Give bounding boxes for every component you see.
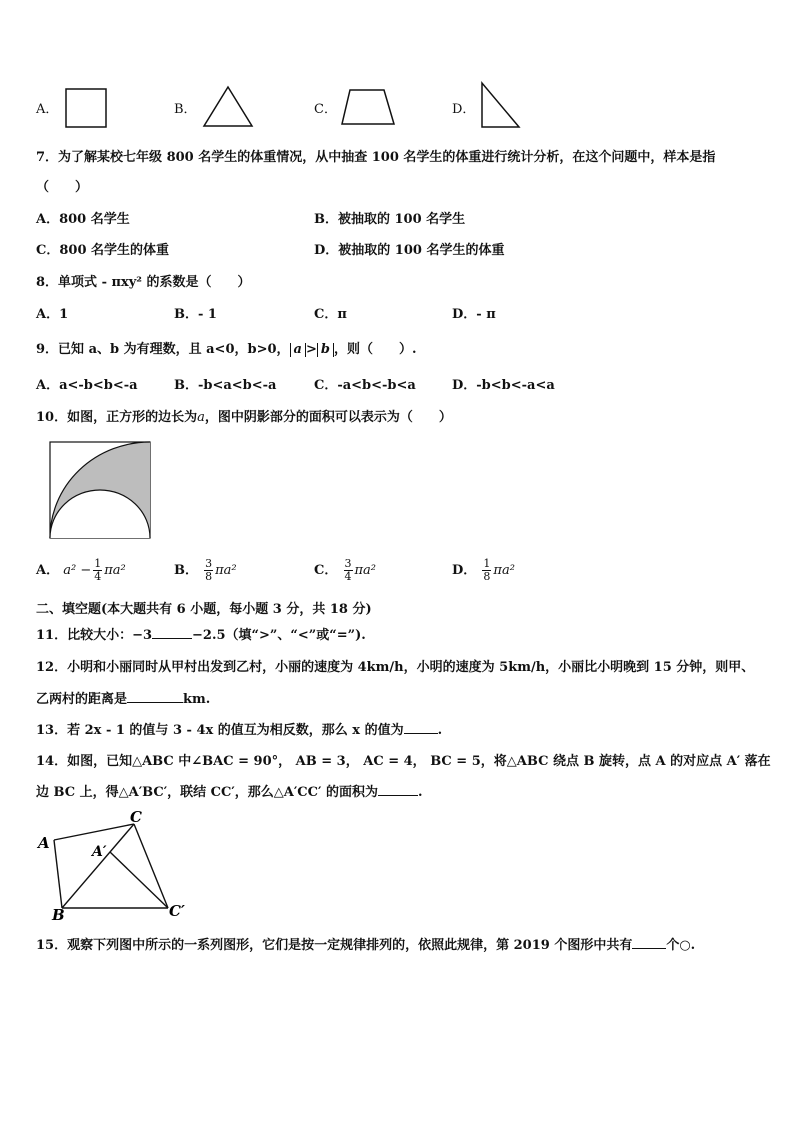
q10-option-a-expr-post: πa² [104,563,126,578]
q10-option-d-label: D． [452,563,477,578]
q6-option-c-label: C． [314,102,337,117]
q8-option-d: D．- π [452,307,496,322]
fraction-numerator: 3 [344,557,352,570]
q15-post: 个○. [666,938,696,953]
fraction-numerator: 3 [205,557,213,570]
fraction-denominator: 8 [205,570,213,583]
edge-CCprime [134,824,168,908]
q12-line2-pre: 乙两村的距离是 [36,692,128,707]
label-A-prime: A′ [92,844,107,860]
q10-option-a-fraction [93,558,102,583]
q10-stem-pre: 10．如图，正方形的边长为 [36,410,198,425]
q10-stem [36,406,452,425]
q6-option-a-label: A． [36,102,59,117]
q10-option-c [314,558,376,583]
right-triangle-figure [476,80,526,132]
square-figure [64,86,110,132]
q7-option-b: B．被抽取的 100 名学生 [314,212,466,227]
q9-stem [36,338,417,357]
q9-stem-pre: 9．已知 a、b 为有理数，且 a<0，b>0， [36,342,290,357]
q7-paren: （ ） [36,180,89,195]
q8-stem: 8．单项式 - πxy² 的系数是（ ） [36,275,251,290]
answer-blank [632,936,666,949]
q10-var: a [197,410,205,425]
q12-line1: 12．小明和小丽同时从甲村出发到乙村，小丽的速度为 4km/h，小明的速度为 5km/h，小丽比小明晚到 15 分钟，则甲、 [36,660,755,675]
q12-line2-post: km. [183,692,211,707]
q9-option-c: C．-a<b<-b<a [314,378,416,393]
q7-stem: 7．为了解某校七年级 800 名学生的体重情况，从中抽查 100 名学生的体重进行统计分析，在这个问题中，样本是指 [36,150,716,165]
q7-option-a: A．800 名学生 [36,212,130,227]
label-A: A [38,834,50,852]
q14-line2-post: . [417,785,423,800]
trapezoid-figure [338,86,398,128]
label-C: C [130,810,142,826]
fraction-numerator: 1 [94,557,102,570]
q15-pre: 15．观察下列图中所示的一系列图形，它们是按一定规律排列的，依照此规律，第 2019 个图形中共有 [36,938,633,953]
q9-abs-a: a [290,343,306,357]
fraction-denominator: 8 [483,570,491,583]
edge-AB [54,840,62,908]
q11-pre: 11．比较大小：−3 [36,628,153,643]
q9-option-d: D．-b<b<-a<a [452,378,555,393]
section-heading: 二、填空题(本大题共有 6 小题，每小题 3 分，共 18 分) [36,602,372,617]
q9-abs-b: b [317,343,334,357]
q10-option-a-expr-pre: a² − [63,563,92,578]
q10-option-b-expr: πa² [215,563,237,578]
q14-line2-pre: 边 BC 上，得△A′BC′，联结 CC′，那么△A′CC′ 的面积为 [36,785,378,800]
q12-line2 [36,688,210,707]
edge-AprimeCprime [110,852,168,908]
q10-option-b-label: B． [174,563,198,578]
q10-option-d-expr: πa² [493,563,515,578]
q9-option-a: A．a<-b<b<-a [36,378,138,393]
fraction-denominator: 4 [344,570,352,583]
q10-option-a [36,558,126,583]
q10-option-c-label: C． [314,563,338,578]
q11 [36,624,366,643]
fraction-denominator: 4 [94,570,102,583]
q8-option-c: C．π [314,307,347,322]
q7-option-d: D．被抽取的 100 名学生的体重 [314,243,505,258]
q9-stem-post: ，则（ ）. [333,342,417,357]
fraction-numerator: 1 [483,557,491,570]
q8-option-b: B．- 1 [174,307,217,322]
q6-option-b-label: B． [174,102,197,117]
rotation-triangle-figure [36,810,196,922]
q10-option-c-expr: πa² [354,563,377,578]
q13-pre: 13．若 2x - 1 的值与 3 - 4x 的值互为相反数，那么 x 的值为 [36,723,404,738]
q7-option-c: C．800 名学生的体重 [36,243,170,258]
q10-option-a-label: A． [36,563,60,578]
label-C-prime: C′ [169,902,185,920]
label-B: B [52,906,65,922]
q10-option-c-fraction [344,558,353,583]
shaded-square-figure [48,441,152,541]
q10-option-b-fraction [204,558,213,583]
q15 [36,934,695,953]
answer-blank [404,721,438,734]
q9-gt: > [305,342,317,357]
q10-option-d-fraction [482,558,491,583]
q9-option-b: B．-b<a<b<-a [174,378,277,393]
triangle-figure [200,84,256,130]
q14-line1: 14．如图，已知△ABC 中∠BAC = 90°， AB = 3， AC = 4， BC = 5，将△ABC 绕点 B 旋转，点 A 的对应点 A′ 落在 [36,754,771,769]
q13 [36,719,442,738]
answer-blank [152,626,192,639]
answer-blank [378,783,418,796]
q13-post: . [437,723,443,738]
q6-option-d-label: D． [452,102,476,117]
q10-option-d [452,558,515,583]
q11-post: −2.5（填“>”、“<”或“=”). [192,628,366,643]
q8-option-a: A．1 [36,307,69,322]
answer-blank [127,690,183,703]
q10-option-b [174,558,237,583]
q14-line2 [36,781,422,800]
q10-stem-post: ，图中阴影部分的面积可以表示为（ ） [204,410,452,425]
